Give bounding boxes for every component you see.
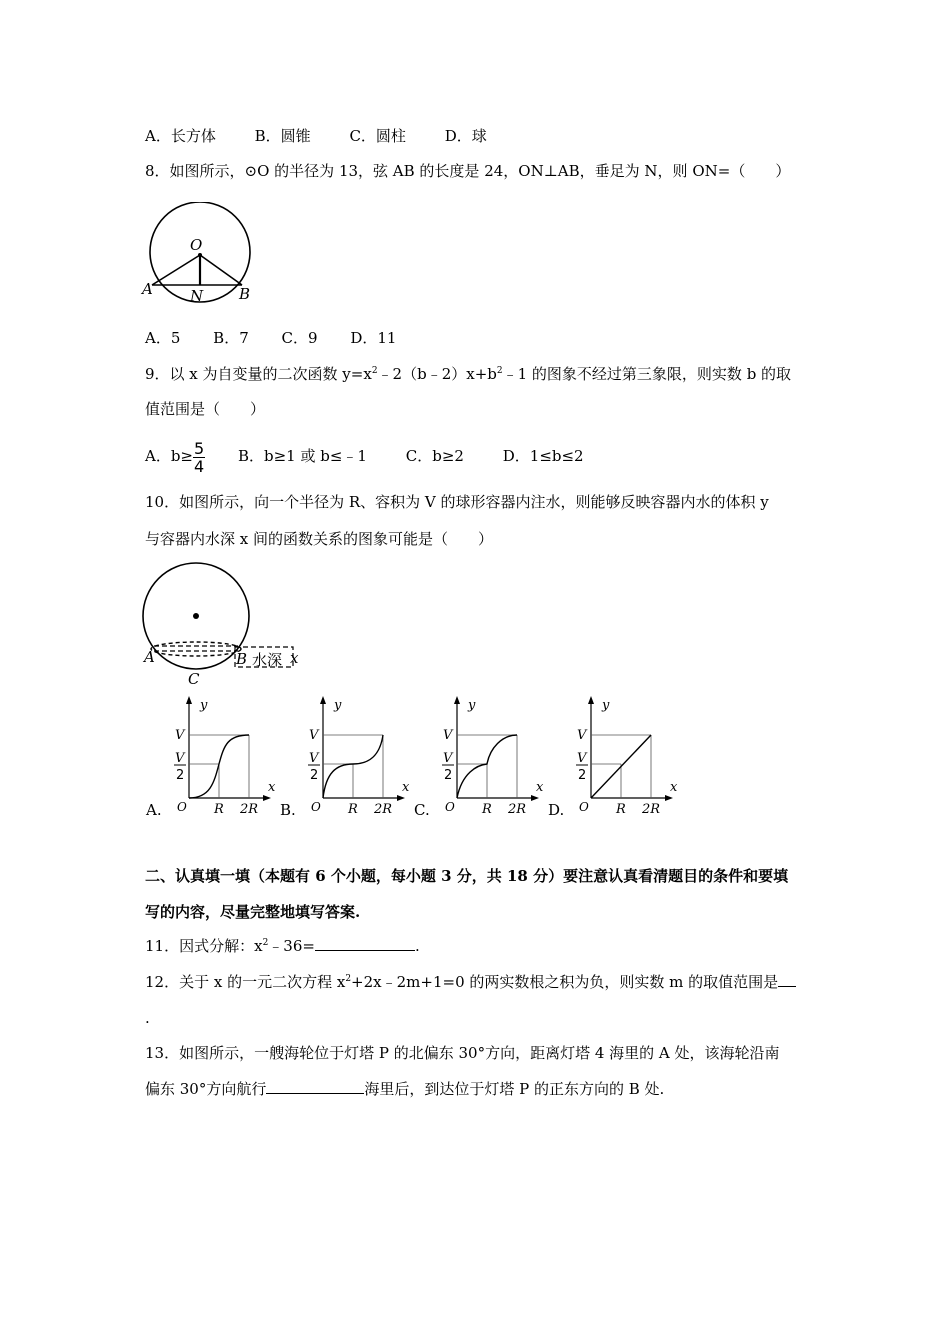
q9-sup2: 2 xyxy=(496,366,503,376)
q9-stem-a: 9．以 x 为自变量的二次函数 y=x xyxy=(145,365,372,383)
graph-c-2r-label: 2R xyxy=(508,802,527,817)
q12-suffix: +2x﹣2m+1=0 的两实数根之积为负，则实数 m 的取值范围是 xyxy=(351,973,779,991)
fraction-numerator: 5 xyxy=(194,438,205,458)
graph-b-r-label: R xyxy=(348,802,358,817)
sphere-label-b: B xyxy=(236,650,248,668)
graph-d-v-label: V xyxy=(577,728,587,743)
q11-answer-blank[interactable] xyxy=(315,936,415,951)
q8-option-b: B．7 xyxy=(213,329,249,347)
q12-end: . xyxy=(145,1009,150,1027)
q12-answer-blank[interactable] xyxy=(778,972,796,987)
q7-options xyxy=(145,126,521,146)
graph-d-x-label: x xyxy=(670,780,678,795)
label-a: A xyxy=(142,280,153,298)
q13-line2 xyxy=(145,1079,664,1099)
svg-text:2: 2 xyxy=(444,768,453,783)
q10-graph-a xyxy=(144,693,284,823)
q11-suffix: ﹣36= xyxy=(268,937,315,955)
graph-d-half-v-num: V xyxy=(577,751,587,766)
q9-stem-line2: 值范围是（ ） xyxy=(145,400,266,418)
graph-d-y-label: y xyxy=(602,698,610,713)
graph-b-origin: O xyxy=(311,800,321,814)
graph-a-2r-label: 2R xyxy=(240,802,259,817)
q9-stem-b: ﹣2（b﹣2）x+b xyxy=(377,365,497,383)
graph-b-y-label: y xyxy=(334,698,342,713)
graph-a-origin: O xyxy=(177,800,187,814)
q12-sup: 2 xyxy=(345,974,352,984)
q11-prefix: 11．因式分解：x xyxy=(145,937,263,955)
q11-end: . xyxy=(414,937,420,955)
graph-b-half-v-num: V xyxy=(309,751,319,766)
segment-oa xyxy=(152,255,200,285)
graph-d-option-letter: D. xyxy=(548,801,565,819)
q11-sup: 2 xyxy=(262,938,269,948)
sphere-label-c: C xyxy=(188,670,200,688)
graph-c-half-v-num: V xyxy=(443,751,453,766)
graph-a-option-letter: A. xyxy=(146,801,162,819)
q9-stem xyxy=(145,364,791,384)
svg-text:2: 2 xyxy=(176,768,185,783)
label-n: N xyxy=(190,287,204,305)
graph-c-origin: O xyxy=(445,800,455,814)
q10-graph-c xyxy=(412,693,552,823)
q13-answer-blank[interactable] xyxy=(266,1079,364,1094)
label-b: B xyxy=(239,285,251,303)
svg-text:2: 2 xyxy=(310,768,319,783)
depth-label: 水深 xyxy=(252,651,283,669)
q13-line2-b: 海里后，到达位于灯塔 P 的正东方向的 B 处. xyxy=(364,1080,665,1098)
q9-option-a xyxy=(145,438,205,476)
fraction-denominator: 4 xyxy=(194,456,205,476)
graph-a-y-label: y xyxy=(200,698,208,713)
q9-option-b: B．b≥1 或 b≤﹣1 xyxy=(237,447,367,465)
q12 xyxy=(145,972,796,992)
fraction-5-4 xyxy=(193,440,205,475)
q13-line1: 13．如图所示，一艘海轮位于灯塔 P 的北偏东 30°方向，距离灯塔 4 海里的 A 处，该海轮沿南 xyxy=(145,1044,780,1062)
graph-c-x-label: x xyxy=(536,780,544,795)
graph-a-x-label: x xyxy=(268,780,276,795)
graph-d-2r-label: 2R xyxy=(642,802,661,817)
q9-option-c: C．b≥2 xyxy=(405,447,464,465)
sphere-center xyxy=(193,613,199,619)
q8-option-a: A．5 xyxy=(145,329,181,347)
q7-option-c: C．圆柱 xyxy=(349,127,406,145)
q7-option-d: D．球 xyxy=(444,127,487,145)
q7-option-a: A．长方体 xyxy=(145,127,216,145)
q9-option-a-prefix: A．b≥ xyxy=(145,447,194,465)
q8-option-d: D．11 xyxy=(350,329,397,347)
graph-b-x-label: x xyxy=(402,780,410,795)
q8-circle-figure xyxy=(140,202,260,307)
graph-c-r-label: R xyxy=(482,802,492,817)
q11 xyxy=(145,936,420,956)
graph-b-v-label: V xyxy=(309,728,319,743)
graph-c-y-label: y xyxy=(468,698,476,713)
water-surface-ellipse xyxy=(151,642,241,656)
q10-stem-line2: 与容器内水深 x 间的函数关系的图象可能是（ ） xyxy=(145,530,493,548)
section2-heading-line2: 写的内容，尽量完整地填写答案. xyxy=(145,903,361,921)
q9-option-d: D．1≤b≤2 xyxy=(502,447,584,465)
q12-prefix: 12．关于 x 的一元二次方程 x xyxy=(145,973,346,991)
q9-stem-c: ﹣1 的图象不经过第三象限，则实数 b 的取 xyxy=(502,365,792,383)
graph-a-r-label: R xyxy=(214,802,224,817)
graph-b-option-letter: B. xyxy=(280,801,296,819)
graph-c-option-letter: C. xyxy=(414,801,430,819)
q8-stem: 8．如图所示，⊙O 的半径为 13，弦 AB 的长度是 24，ON⊥AB，垂足为 N，则 ON=（ ） xyxy=(145,162,791,180)
svg-text:2: 2 xyxy=(578,768,587,783)
sphere-label-a: A xyxy=(144,648,155,666)
graph-a-half-v-num: V xyxy=(175,751,185,766)
q10-graph-b xyxy=(278,693,418,823)
label-o: O xyxy=(190,236,203,254)
graph-c-v-label: V xyxy=(443,728,453,743)
graph-a-v-label: V xyxy=(175,728,185,743)
graph-d-origin: O xyxy=(579,800,589,814)
q7-option-b: B．圆锥 xyxy=(254,127,311,145)
graph-b-2r-label: 2R xyxy=(374,802,393,817)
q10-sphere-figure xyxy=(140,560,310,690)
q13-line2-a: 偏东 30°方向航行 xyxy=(145,1080,267,1098)
q9-sup1: 2 xyxy=(371,366,378,376)
section2-heading-line1: 二、认真填一填（本题有 6 个小题，每小题 3 分，共 18 分）要注意认真看清题目的条件和要填 xyxy=(145,867,789,885)
q8-options xyxy=(145,328,430,348)
graph-d-r-label: R xyxy=(616,802,626,817)
q10-graph-d xyxy=(546,693,686,823)
segment-ob xyxy=(200,255,242,285)
q8-option-c: C．9 xyxy=(281,329,318,347)
q9-options xyxy=(145,436,584,476)
q10-stem-line1: 10．如图所示，向一个半径为 R、容积为 V 的球形容器内注水，则能够反映容器内水的体积 y xyxy=(145,493,769,511)
depth-x-label: x xyxy=(290,649,299,667)
